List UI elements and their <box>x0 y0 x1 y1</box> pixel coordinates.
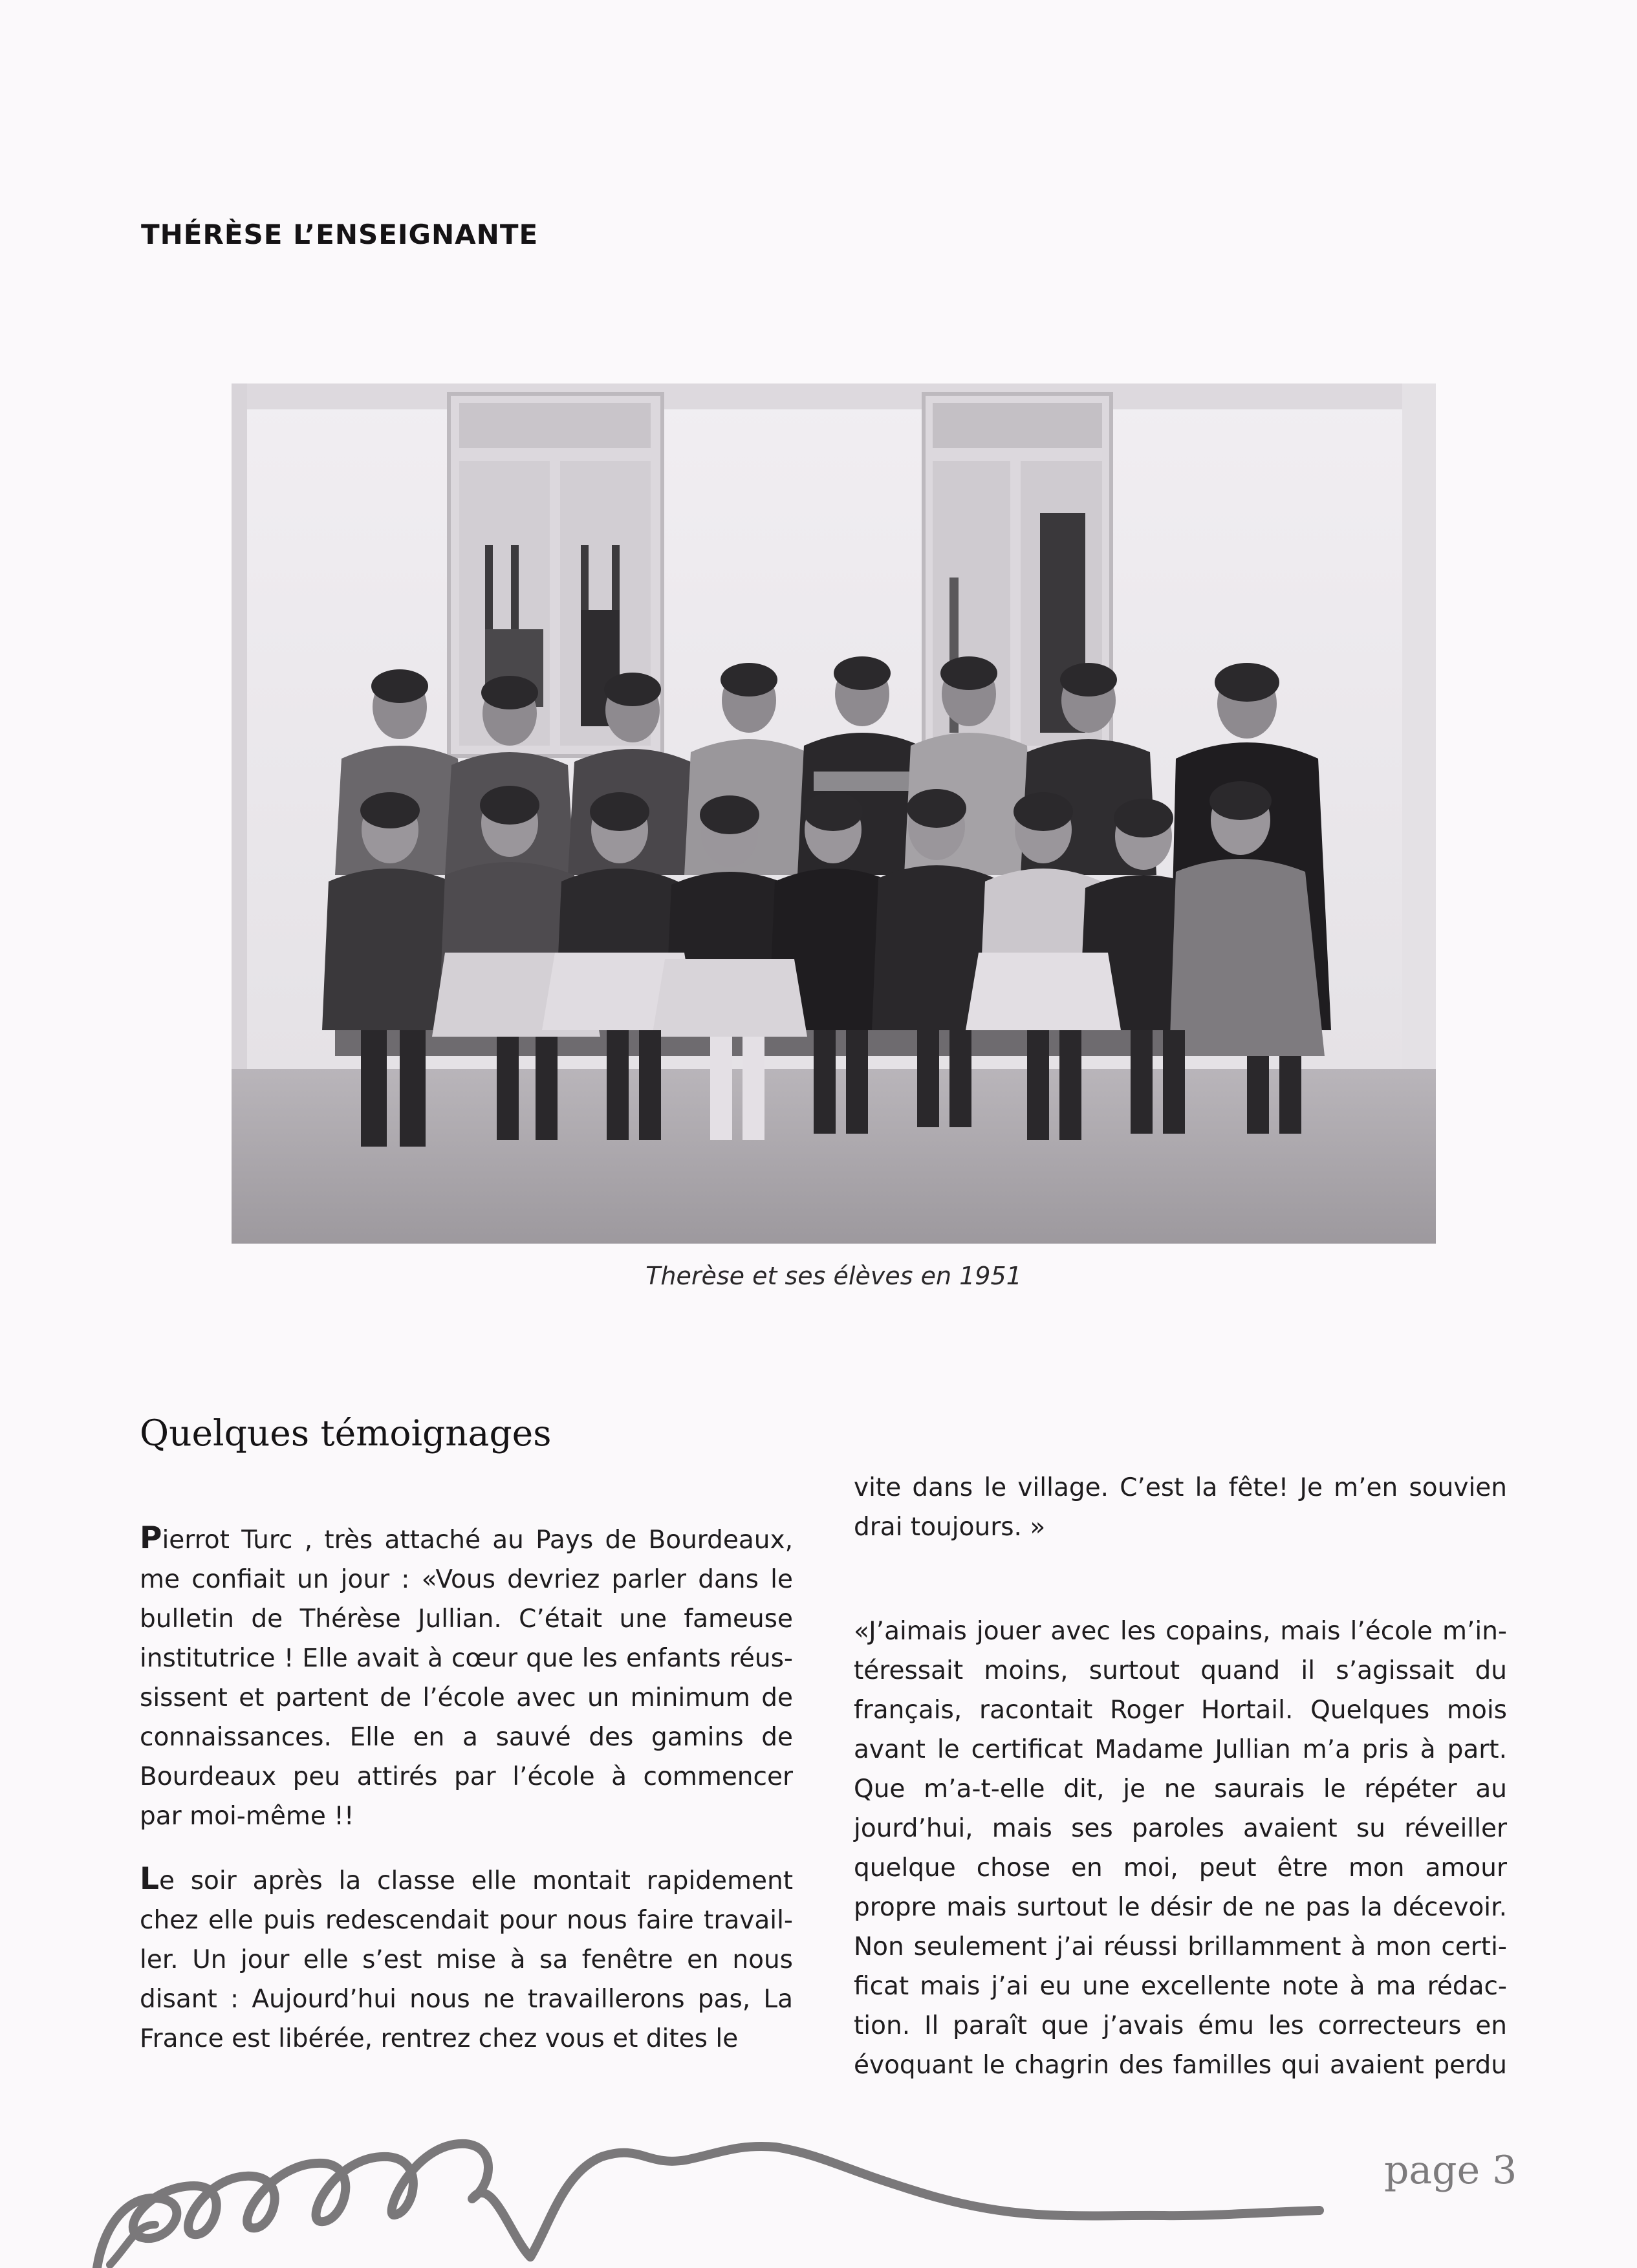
text-line: tion. Il paraît que j’avais ému les correcteurs en <box>854 2011 1507 2040</box>
text-line: Le soir après la classe elle montait rapidement <box>140 1861 793 1897</box>
section-title: Quelques témoignages <box>140 1412 552 1454</box>
text-line: drai toujours. » <box>854 1513 1046 1542</box>
text-line: France est libérée, rentrez chez vous et dites le <box>140 2024 739 2053</box>
class-photo <box>232 383 1436 1244</box>
photo-caption: Therèse et ses élèves en 1951 <box>645 1262 1022 1290</box>
drop-initial: P <box>140 1520 162 1556</box>
text-line: avant le certificat Madame Jullian m’a pris à part. <box>854 1735 1507 1764</box>
text-line: chez elle puis redescendait pour nous faire travail- <box>140 1906 793 1935</box>
text-line: ler. Un jour elle s’est mise à sa fenêtre en nous <box>140 1945 793 1974</box>
text-line: sissent et partent de l’école avec un minimum de <box>140 1683 793 1712</box>
text-line: Non seulement j’ai réussi brillamment à mon certi- <box>854 1932 1507 1961</box>
text-line: bulletin de Thérèse Jullian. C’était une fameuse <box>140 1604 793 1634</box>
text-line: institutrice ! Elle avait à cœur que les enfants réus- <box>140 1644 793 1673</box>
running-header: THÉRÈSE L’ENSEIGNANTE <box>141 219 539 250</box>
text-line: jourd’hui, mais ses paroles avaient su réveiller <box>854 1814 1507 1843</box>
text-line: par moi-même !! <box>140 1802 354 1831</box>
drop-initial: L <box>140 1861 159 1897</box>
left-column <box>140 1518 793 2058</box>
text-line: Que m’a-t-elle dit, je ne saurais le répéter au <box>854 1775 1507 1804</box>
text-line: disant : Aujourd’hui nous ne travaillerons pas, La <box>140 1985 793 2014</box>
text-line: ficat mais j’ai eu une excellente note à ma rédac- <box>854 1972 1507 2001</box>
text-line: Bourdeaux peu attirés par l’école à commencer <box>140 1762 793 1791</box>
text-line: me confiait un jour : «Vous devriez parler dans le <box>140 1565 793 1594</box>
text-line: français, racontait Roger Hortail. Quelques mois <box>854 1696 1507 1725</box>
text-line: évoquant le chagrin des familles qui avaient perdu <box>854 2051 1507 2080</box>
text-line: Pierrot Turc , très attaché au Pays de Bourdeaux, <box>140 1520 793 1556</box>
text-line: quelque chose en moi, peut être mon amour <box>854 1853 1507 1883</box>
text-line: propre mais surtout le désir de ne pas la décevoir. <box>854 1893 1507 1922</box>
text-line: vite dans le village. C’est la fête! Je m’en souvien <box>854 1473 1507 1502</box>
right-column <box>854 1468 1507 2085</box>
page-number: page 3 <box>1384 2148 1517 2193</box>
text-line: téressait moins, surtout quand il s’agissait du <box>854 1656 1507 1685</box>
text-line: connaissances. Elle en a sauvé des gamins de <box>140 1723 793 1752</box>
text-line: «J’aimais jouer avec les copains, mais l’école m’in- <box>854 1617 1507 1646</box>
